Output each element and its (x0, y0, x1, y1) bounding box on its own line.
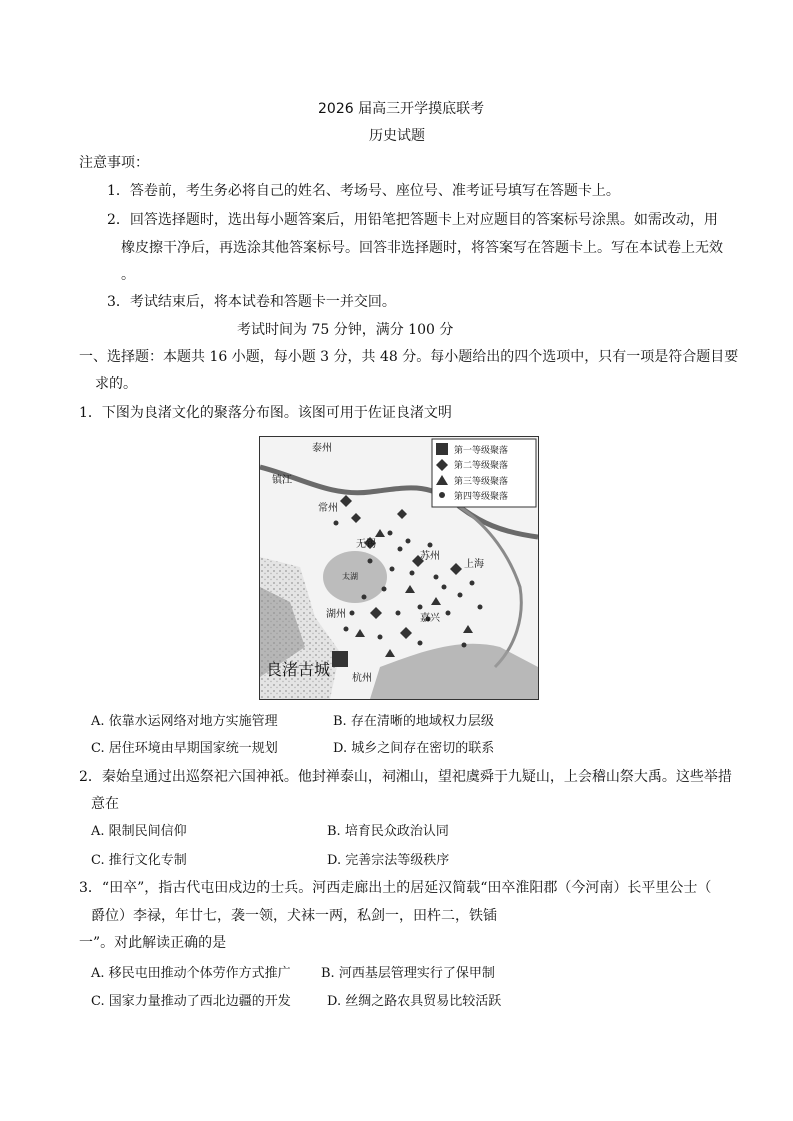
notice-item-1: 1．答卷前，考生务必将自己的姓名、考场号、座位号、准考证号填写在答题卡上。 (107, 183, 620, 199)
legend-level-1: 第一等级聚落 (454, 446, 509, 456)
label-hangzhou: 杭州 (352, 673, 372, 684)
notice-item-2-end: 。 (121, 267, 135, 283)
question-3-stem: 3．“田卒”，指古代屯田戍边的士兵。河西走廊出土的居延汉简载“田卒淮阳郡（今河南）长平里公士（ (79, 880, 712, 896)
q2-option-c[interactable]: C. 推行文化专制 (91, 853, 187, 868)
question-1-stem: 1．下图为良渚文化的聚落分布图。该图可用于佐证良渚文明 (79, 405, 452, 421)
q2-option-d[interactable]: D. 完善宗法等级秩序 (327, 853, 450, 868)
question-3-stem-cont: 爵位）李禄，年廿七，袭一领，犬袜一两，私剑一，田杵二，铁锸 (91, 908, 497, 924)
label-shanghai: 上海 (464, 559, 484, 570)
q3-option-d[interactable]: D. 丝绸之路农具贸易比较活跃 (327, 994, 502, 1009)
section-heading: 一、选择题：本题共 16 小题，每小题 3 分，共 48 分。每小题给出的四个选项中，只有一项是符合题目要 (79, 349, 739, 365)
notice-heading: 注意事项： (79, 155, 149, 171)
label-huzhou: 湖州 (326, 609, 346, 620)
q1-option-b[interactable]: B. 存在清晰的地域权力层级 (333, 714, 494, 729)
label-taizhou: 泰州 (312, 443, 332, 454)
legend-level-3: 第三等级聚落 (454, 477, 509, 487)
section-heading-cont: 求的。 (95, 376, 137, 392)
notice-item-2: 2．回答选择题时，选出每小题答案后，用铅笔把答题卡上对应题目的答案标号涂黑。如需改动，用 (107, 212, 718, 228)
question-2-stem: 2．秦始皇通过出巡祭祀六国神祇。他封禅泰山，祠湘山，望祀虞舜于九疑山，上会稽山祭大禹。这些举措 (79, 769, 732, 785)
label-liangzhu-city: 良渚古城 (266, 660, 331, 679)
exam-subtitle: 历史试题 (369, 128, 425, 144)
q1-option-d[interactable]: D. 城乡之间存在密切的联系 (333, 741, 495, 756)
q2-option-a[interactable]: A. 限制民间信仰 (91, 824, 187, 839)
q1-option-a[interactable]: A. 依靠水运网络对地方实施管理 (91, 714, 278, 729)
settlement-map (259, 436, 539, 700)
q1-option-c[interactable]: C. 居住环境由早期国家统一规划 (91, 741, 278, 756)
label-wuxi: 无锡 (356, 539, 376, 550)
legend-level-4: 第四等级聚落 (454, 492, 509, 502)
question-3-stem-end: 一”。对此解读正确的是 (79, 935, 227, 951)
level-4-symbol (439, 492, 445, 498)
q3-option-c[interactable]: C. 国家力量推动了西北边疆的开发 (91, 994, 291, 1009)
label-suzhou: 苏州 (420, 551, 440, 562)
exam-time: 考试时间为 75 分钟，满分 100 分 (237, 322, 454, 338)
label-changzhou: 常州 (318, 503, 338, 514)
q2-option-b[interactable]: B. 培育民众政治认同 (327, 824, 449, 839)
label-zhenjiang: 镇江 (272, 475, 292, 486)
q3-option-a[interactable]: A. 移民屯田推动个体劳作方式推广 (91, 966, 291, 981)
level-1-symbol (436, 443, 448, 455)
notice-item-2-cont: 橡皮擦干净后，再选涂其他答案标号。回答非选择题时，将答案写在答题卡上。写在本试卷上无效 (121, 240, 723, 256)
notice-item-3: 3．考试结束后，将本试卷和答题卡一并交回。 (107, 294, 396, 310)
question-2-stem-cont: 意在 (91, 796, 119, 812)
q3-option-b[interactable]: B. 河西基层管理实行了保甲制 (321, 966, 495, 981)
label-taihu: 太湖 (342, 572, 358, 581)
exam-title: 2026 届高三开学摸底联考 (318, 101, 485, 117)
legend-level-2: 第二等级聚落 (454, 461, 509, 471)
label-jiaxing: 嘉兴 (420, 613, 440, 624)
